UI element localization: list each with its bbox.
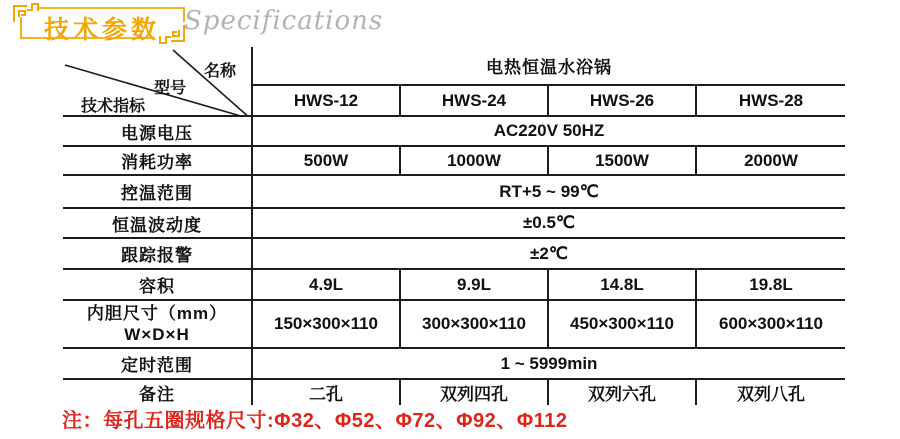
value-cell-fluctuation: ±0.5℃ (252, 208, 845, 238)
corner-label-name: 名称 (204, 63, 237, 80)
value-cell-power: 2000W (696, 146, 845, 175)
value-cell-liner-size: 300×300×110 (400, 300, 548, 348)
product-name-cell: 电热恒温水浴锅 (252, 47, 845, 85)
corner-label-spec: 技术指标 (81, 98, 146, 115)
value-cell-temp-range: RT+5 ~ 99℃ (252, 175, 845, 208)
value-cell-power: 1000W (400, 146, 548, 175)
value-cell-timer: 1 ~ 5999min (252, 348, 845, 379)
section-title (8, 1, 192, 47)
value-cell-liner-size: 450×300×110 (548, 300, 696, 348)
model-cell: HWS-24 (400, 85, 548, 116)
value-cell-volume: 9.9L (400, 269, 548, 300)
value-cell-liner-size: 600×300×110 (696, 300, 845, 348)
value-cell-power: 500W (252, 146, 400, 175)
footnote: 注：每孔五圈规格尺寸:Φ32、Φ52、Φ72、Φ92、Φ112 (62, 410, 568, 432)
corner-header-cell (63, 47, 252, 116)
value-cell-remark: 二孔 (252, 379, 400, 405)
page-title: 技术参数 (43, 16, 160, 44)
model-cell: HWS-28 (696, 85, 845, 116)
row-label-liner-size: 内胆尺寸（mm） W×D×H (63, 300, 252, 348)
row-label-power: 消耗功率 (63, 146, 252, 175)
value-cell-remark: 双列八孔 (696, 379, 845, 405)
row-label-volume: 容积 (63, 269, 252, 300)
value-cell-volume: 4.9L (252, 269, 400, 300)
value-cell-alarm: ±2℃ (252, 238, 845, 269)
value-cell-remark: 双列四孔 (400, 379, 548, 405)
spec-table (63, 47, 845, 405)
page-subtitle: Specifications (184, 6, 384, 36)
row-label-voltage: 电源电压 (63, 116, 252, 146)
value-cell-power: 1500W (548, 146, 696, 175)
fret-ornament-top-left (14, 4, 38, 22)
model-cell: HWS-26 (548, 85, 696, 116)
value-cell-voltage: AC220V 50HZ (252, 116, 845, 146)
value-cell-volume: 14.8L (548, 269, 696, 300)
row-label-temp-range: 控温范围 (63, 175, 252, 208)
row-label-timer: 定时范围 (63, 348, 252, 379)
value-cell-remark: 双列六孔 (548, 379, 696, 405)
row-label-remark: 备注 (63, 379, 252, 405)
value-cell-volume: 19.8L (696, 269, 845, 300)
row-label-alarm: 跟踪报警 (63, 238, 252, 269)
corner-label-model: 型号 (154, 80, 187, 97)
model-cell: HWS-12 (252, 85, 400, 116)
row-label-fluctuation: 恒温波动度 (63, 208, 252, 238)
value-cell-liner-size: 150×300×110 (252, 300, 400, 348)
